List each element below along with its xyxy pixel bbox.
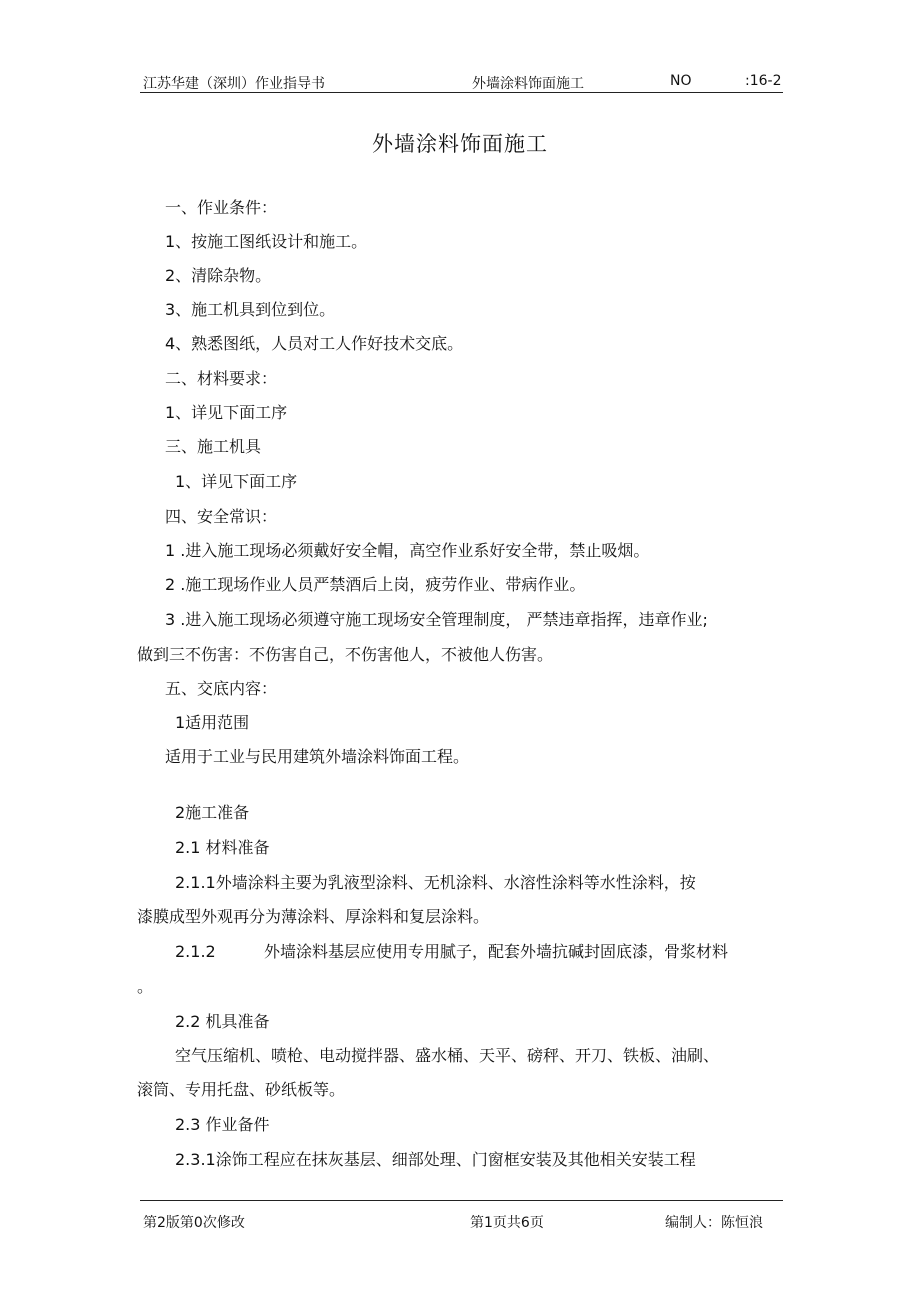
header-rule — [140, 92, 783, 93]
body-line: 滚筒、专用托盘、砂纸板等。 — [137, 1080, 346, 1099]
body-line: 1、按施工图纸设计和施工。 — [165, 232, 368, 251]
body-line: 二、材料要求： — [165, 369, 278, 388]
body-line: 2.2 机具准备 — [175, 1012, 270, 1031]
header-doc-title: 外墙涂料饰面施工 — [472, 76, 584, 92]
body-line: 2、清除杂物。 — [165, 266, 272, 285]
body-line: 漆膜成型外观再分为薄涂料、厚涂料和复层涂料。 — [137, 907, 490, 926]
body-line: 2.3 作业备件 — [175, 1115, 270, 1134]
footer-page-number: 第1页共6页 — [470, 1215, 544, 1231]
body-line: 1 .进入施工现场必须戴好安全帽，高空作业系好安全带，禁止吸烟。 — [165, 541, 650, 560]
body-line: 外墙涂料基层应使用专用腻子，配套外墙抗碱封固底漆，骨浆材料 — [264, 942, 729, 961]
header-no-label: NO — [670, 73, 692, 89]
body-line: 三、施工机具 — [165, 437, 262, 456]
header-company: 江苏华建（深圳）作业指导书 — [143, 76, 325, 92]
body-line: 1、详见下面工序 — [175, 472, 298, 491]
body-line: 2.1 材料准备 — [175, 838, 270, 857]
body-line: 2 .施工现场作业人员严禁酒后上岗，疲劳作业、带病作业。 — [165, 575, 586, 594]
header-no-value: :16-2 — [745, 73, 782, 89]
body-line: 1、详见下面工序 — [165, 403, 288, 422]
body-line: 四、安全常识： — [165, 507, 278, 526]
body-line: 2.1.1外墙涂料主要为乳液型涂料、无机涂料、水溶性涂料等水性涂料，按 — [175, 873, 696, 892]
body-line: 1适用范围 — [175, 713, 250, 732]
body-line: 做到三不伤害：不伤害自己，不伤害他人，不被他人伤害。 — [137, 645, 554, 664]
body-line: 。 — [137, 977, 154, 996]
body-line: 3、施工机具到位到位。 — [165, 300, 336, 319]
body-line: 一、作业条件： — [165, 198, 278, 217]
page-title: 外墙涂料饰面施工 — [372, 132, 548, 156]
body-line: 4、熟悉图纸，人员对工人作好技术交底。 — [165, 334, 464, 353]
body-line: 2.3.1涂饰工程应在抹灰基层、细部处理、门窗框安装及其他相关安装工程 — [175, 1150, 696, 1169]
body-line: 3 .进入施工现场必须遵守施工现场安全管理制度， 严禁违章指挥，违章作业; — [165, 610, 708, 629]
body-line: 2施工准备 — [175, 803, 250, 822]
body-line: 五、交底内容： — [165, 679, 278, 698]
body-line: 适用于工业与民用建筑外墙涂料饰面工程。 — [165, 747, 470, 766]
footer-version: 第2版第0次修改 — [143, 1215, 245, 1231]
footer-rule — [140, 1200, 783, 1201]
body-line: 2.1.2 — [175, 942, 216, 961]
body-line: 空气压缩机、喷枪、电动搅拌器、盛水桶、天平、磅秤、开刀、铁板、油刷、 — [175, 1046, 720, 1065]
footer-editor: 编制人：陈恒浪 — [665, 1215, 763, 1231]
